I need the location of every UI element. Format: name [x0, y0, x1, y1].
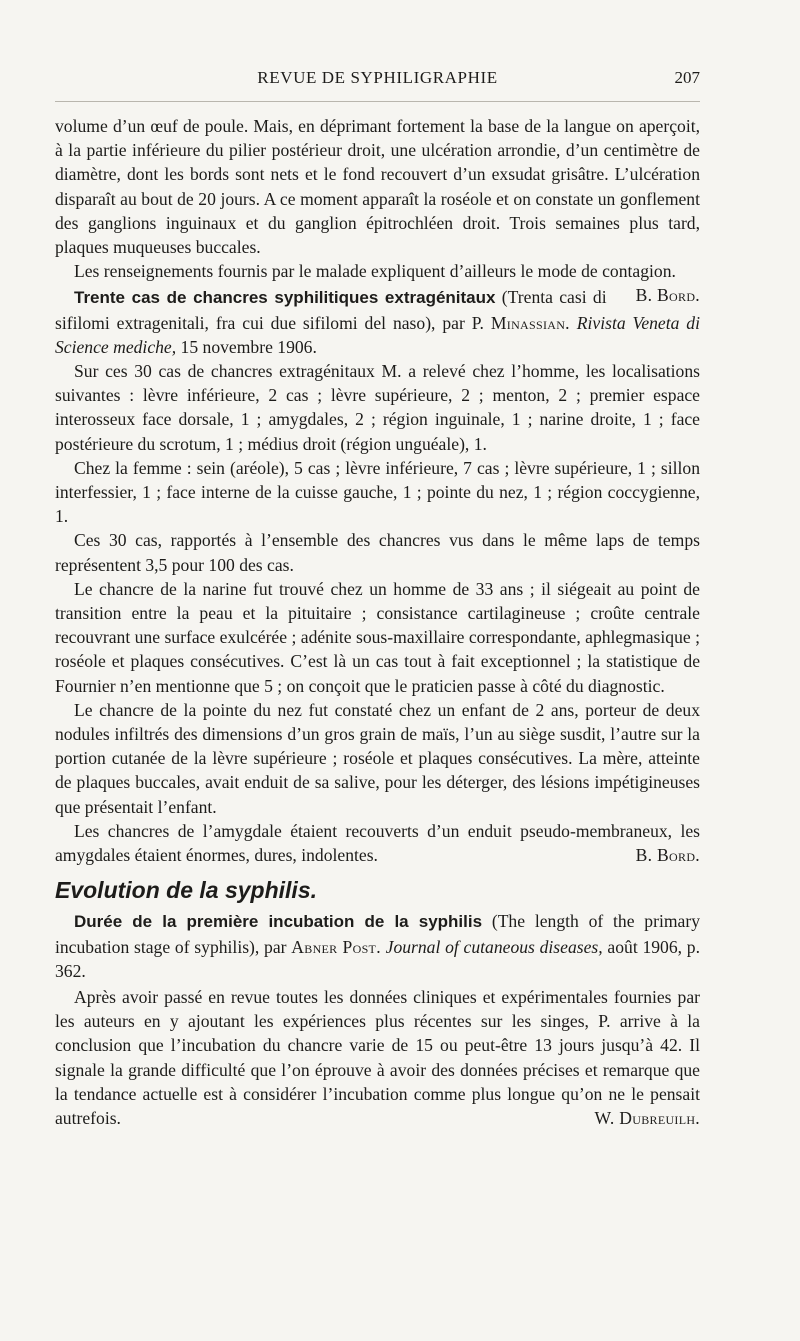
citation-author: Minassian. [490, 312, 570, 333]
journal-name: Rivista Veneta di Science mediche, [55, 312, 700, 357]
citation-author: Abner Post. [291, 936, 381, 957]
section-heading: Evolution de la syphilis. [55, 877, 317, 904]
paragraph: Chez la femme : sein (aréole), 5 cas ; lèvre inférieure, 7 cas ; lèvre supérieure, 1 ; sillon interfessier, 1 ; face interne de la cuisse gauche, 1 ; pointe du nez, 1 ; région coccygienne, 1. [55, 457, 700, 527]
paragraph [55, 985, 700, 1130]
journal-name: Journal of cutaneous diseases, [380, 936, 603, 957]
header-divider [55, 101, 700, 102]
paragraph-text: Après avoir passé en revue toutes les données cliniques et expérimentales fournies par les auteurs en y ajoutant les expériences plus récentes sur les singes, P. arrive à la conclusion que l’incubation du chancre varie de 15 ou peut-être 13 jours jusqu’à 42. Il signale la grande difficulté que l’on éprouve à avoir des données précises et remarque que la tendance actuelle est à considérer l’incubation comme plus longue qu’on ne le pensait autrefois. [55, 986, 700, 1128]
article-citation [55, 909, 700, 983]
paragraph: Ces 30 cas, rapportés à l’ensemble des chancres vus dans le même laps de temps représentent 3,5 pour 100 des cas. [55, 530, 700, 575]
author-signature: B. Bord. [635, 285, 700, 306]
article-body [55, 114, 700, 1130]
article-title: Durée de la première incubation de la syphilis [74, 912, 483, 932]
page-number: 207 [674, 68, 700, 87]
paragraph-text: Les chancres de l’amygdale étaient recouverts d’un enduit pseudo-membraneux, les amygdales étaient énormes, dures, indolentes. [55, 820, 700, 866]
paragraph-text: Les renseignements fournis par le malade expliquent d’ailleurs le mode de contagion. [74, 261, 676, 282]
paragraph: Le chancre de la pointe du nez fut constaté chez un enfant de 2 ans, porteur de deux nodules infiltrés des dimensions d’un gros grain de maïs, l’un au siège susdit, l’autre sur la portion cutanée de la lèvre supérieure ; roséole et plaques consécutives. La mère, atteinte de plaques buccales, avait enduit de sa salive, pour les déterger, des lésions impétigineuses que présentait l’enfant. [55, 699, 700, 817]
article-citation [55, 285, 700, 359]
citation-date: août 1906, p. 362. [55, 936, 700, 981]
paragraph: volume d’un œuf de poule. Mais, en déprimant fortement la base de la langue on aperçoit, à la partie inférieure du pilier postérieur droit, une ulcération arrondie, d’un centimètre de diamètre, dont les bords sont nets et le fond recouvert d’un exsudat grisâtre. L’ulcération disparaît au bout de 20 jours. A ce moment apparaît la roséole et on constate un gonflement des ganglions inguinaux et du ganglion épitrochléen droit. Trois semaines plus tard, plaques muqueuses buccales. [55, 116, 700, 258]
citation-text: (Trenta casi di sifilomi extragenitali, fra cui due sifilomi del naso), par P. [55, 287, 607, 333]
citation-date: 15 novembre 1906. [176, 336, 317, 357]
author-signature: W. Dubreuilh. [594, 1107, 700, 1128]
running-title: REVUE DE SYPHILIGRAPHIE [257, 68, 498, 87]
article-title: Trente cas de chancres syphilitiques extragénitaux [74, 288, 496, 308]
paragraph: Le chancre de la narine fut trouvé chez un homme de 33 ans ; il siégeait au point de transition entre la peau et la pituitaire ; consistance cartilagineuse ; croûte centrale recouvrant une surface exulcérée ; adénite sous-maxillaire correspondante, aphlegmasique ; roséole et plaques consécutives. C’est là un cas tout à fait exceptionnel ; la statistique de Fournier n’en mentionne que 5 ; on conçoit que le praticien passe à côté du diagnostic. [55, 578, 700, 696]
citation-text: (The length of the primary incubation stage of syphilis), par [55, 911, 700, 957]
paragraph [55, 819, 700, 867]
page-header [55, 68, 700, 94]
paragraph: Sur ces 30 cas de chancres extragénitaux M. a relevé chez l’homme, les localisations suivantes : lèvre inférieure, 2 cas ; lèvre supérieure, 2 ; menton, 2 ; premier espace interosseux face dorsale, 1 ; amygdales, 2 ; région inguinale, 1 ; narine droite, 1 ; face postérieure du scrotum, 1 ; médius droit (région unguéale), 1. [55, 361, 700, 454]
author-signature: B. Bord. [635, 845, 700, 866]
